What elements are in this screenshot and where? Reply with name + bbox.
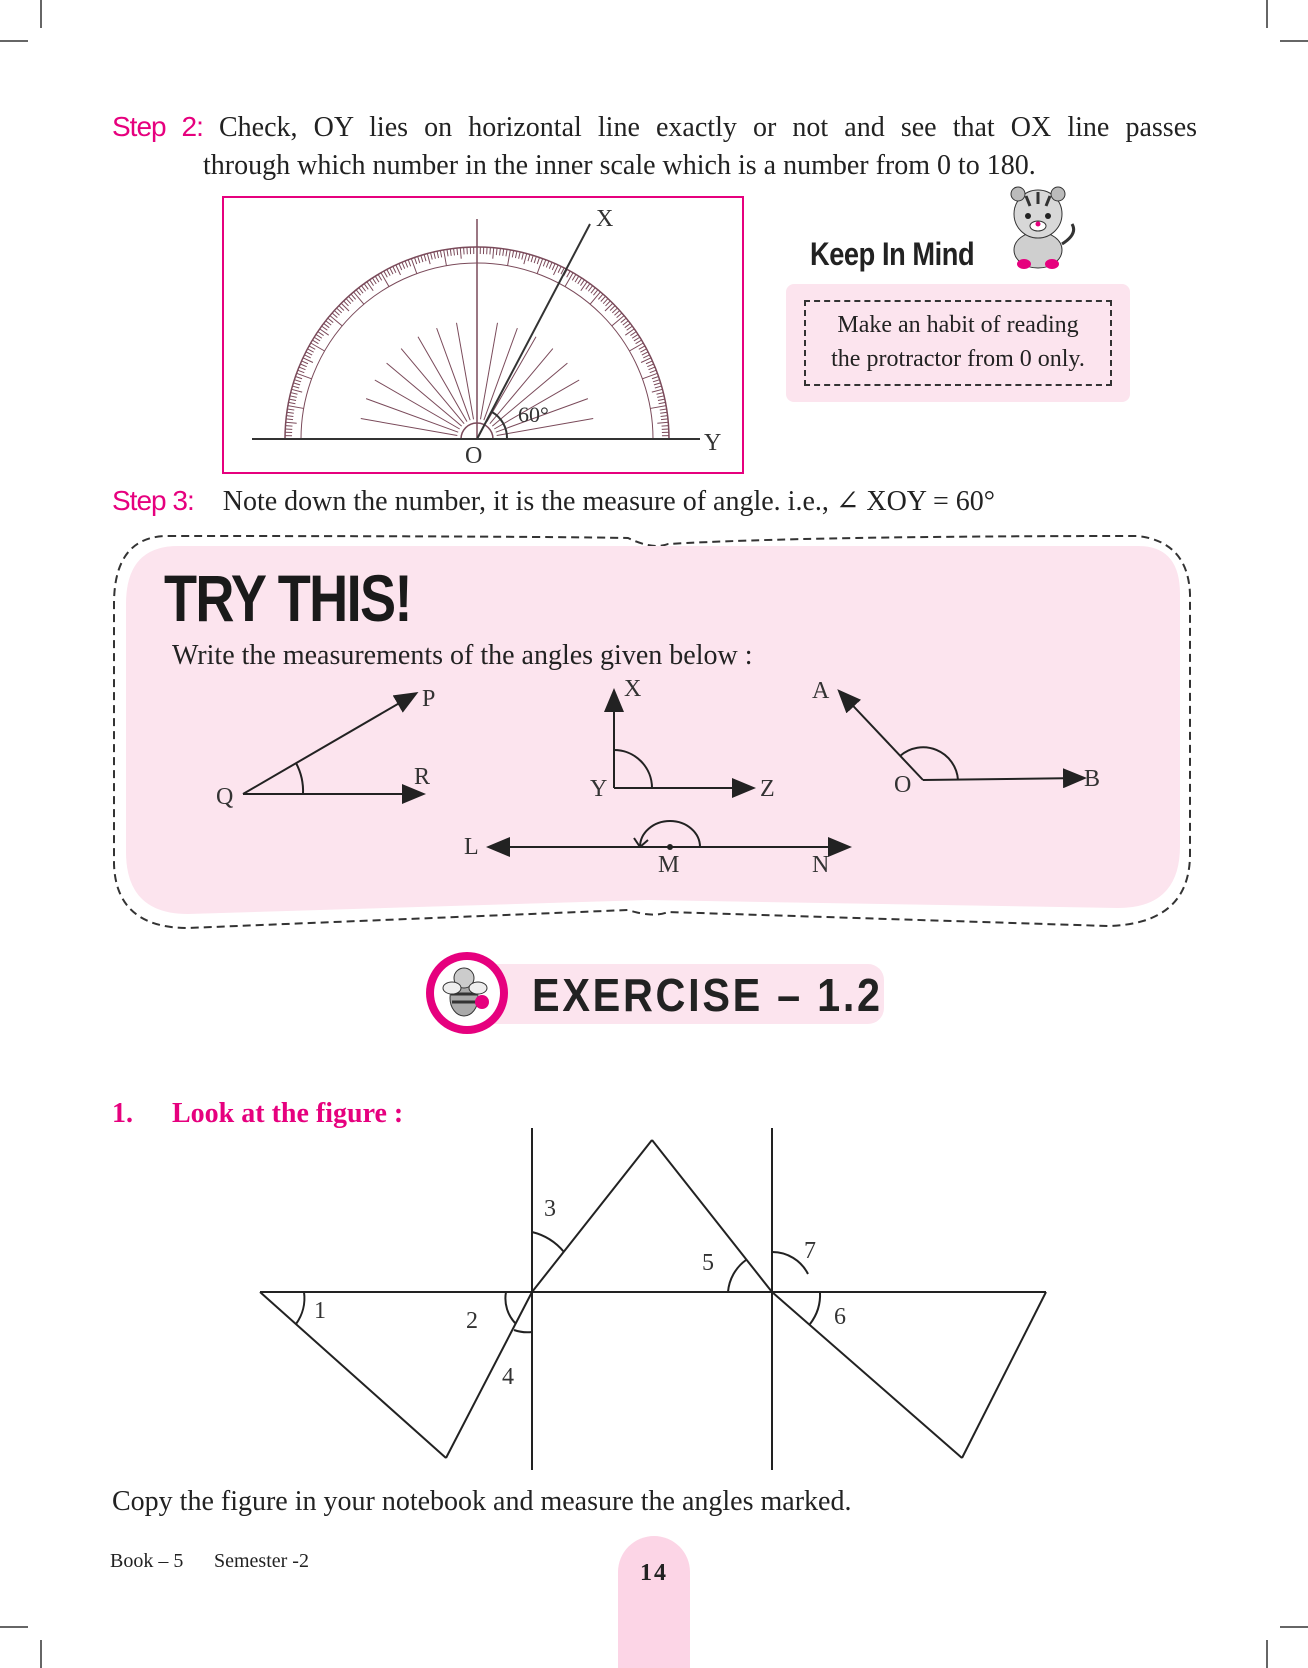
- protractor-tick: [460, 248, 461, 259]
- bee-mascot-icon: [424, 950, 510, 1036]
- protractor-tick: [610, 306, 615, 311]
- protractor-tick: [309, 346, 315, 349]
- protractor-tick: [405, 261, 408, 267]
- keep-in-mind-box: [786, 284, 1130, 402]
- crop-mark: [0, 40, 28, 42]
- protractor-tick: [603, 299, 608, 304]
- step-3-text: Note down the number, it is the measure of angle. i.e., ∠ XOY = 60°: [222, 486, 995, 517]
- protractor-tick: [390, 268, 393, 274]
- protractor-tick: [537, 257, 539, 264]
- protractor-tick: [292, 389, 303, 392]
- protractor-tick: [457, 248, 458, 255]
- protractor-tick: [630, 332, 636, 336]
- protractor-tick: [524, 254, 527, 265]
- protractor-tick: [629, 343, 643, 351]
- protractor-tick: [387, 269, 390, 275]
- page-number: 14: [640, 1560, 668, 1586]
- label-b: B: [1084, 766, 1101, 792]
- try-this-instruction: Write the measurements of the angles given below :: [172, 640, 753, 671]
- protractor-tick: [601, 296, 606, 301]
- angle-label-5: 5: [702, 1250, 714, 1276]
- protractor-tick: [528, 254, 530, 261]
- protractor-tick: [437, 251, 438, 258]
- protractor-tick: [344, 301, 349, 306]
- label-o: O: [894, 772, 912, 798]
- protractor-tick: [402, 262, 405, 268]
- label-n: N: [812, 852, 830, 878]
- protractor-tick: [312, 340, 318, 344]
- protractor-tick: [334, 311, 339, 316]
- protractor-tick: [300, 364, 306, 367]
- protractor-tick: [515, 251, 516, 258]
- protractor-tick: [503, 249, 504, 256]
- protractor-figure: [222, 196, 744, 474]
- question-1-title: Look at the figure :: [172, 1098, 404, 1129]
- protractor-tick: [652, 376, 659, 378]
- protractor-tick: [575, 276, 579, 282]
- protractor-tick: [326, 321, 332, 325]
- protractor-tick: [287, 412, 294, 413]
- protractor-tick: [293, 383, 300, 385]
- protractor-tick: [370, 280, 374, 286]
- protractor-tick: [314, 337, 320, 341]
- protractor-tick: [625, 323, 631, 327]
- protractor-tick: [393, 266, 396, 272]
- footer-book: Book – 5: [110, 1550, 184, 1572]
- protractor-tick: [657, 396, 664, 398]
- protractor-tick: [636, 340, 642, 344]
- protractor-tick: [364, 284, 368, 290]
- protractor-tick: [424, 254, 426, 261]
- angle-label-6: 6: [834, 1304, 846, 1330]
- protractor-tick: [341, 303, 349, 311]
- crop-mark: [40, 1640, 42, 1668]
- angle-60-label: 60°: [518, 402, 549, 427]
- protractor-tick: [634, 337, 640, 341]
- protractor-tick: [286, 416, 293, 417]
- protractor-tick: [639, 346, 645, 349]
- protractor-tick: [289, 402, 296, 403]
- protractor-tick: [359, 288, 363, 294]
- protractor-tick: [286, 419, 293, 420]
- protractor-tick: [408, 260, 411, 267]
- protractor-tick: [500, 248, 501, 255]
- protractor-spoke: [387, 363, 462, 426]
- protractor-tick: [646, 361, 652, 364]
- protractor-tick: [346, 299, 351, 304]
- protractor-tick: [598, 294, 603, 299]
- protractor-tick: [304, 355, 310, 358]
- protractor-tick: [578, 278, 582, 284]
- protractor-tick: [650, 370, 657, 373]
- label-q: Q: [216, 784, 234, 810]
- protractor-tick: [332, 313, 337, 318]
- protractor-tick: [612, 308, 617, 313]
- protractor-tick: [295, 376, 302, 378]
- protractor-tick: [661, 419, 668, 420]
- angle-label-2: 2: [466, 1308, 478, 1334]
- step-2-label: Step 2:: [112, 111, 203, 142]
- protractor-tick: [290, 396, 297, 398]
- protractor-tick: [606, 301, 611, 306]
- protractor-tick: [339, 306, 344, 311]
- angle-aob: [840, 692, 1083, 780]
- protractor-tick: [534, 256, 536, 263]
- point-y-label: Y: [704, 430, 722, 456]
- step-3: [112, 482, 995, 521]
- protractor-tick: [660, 409, 667, 410]
- protractor-tick: [384, 271, 387, 277]
- protractor-tick: [658, 399, 665, 400]
- protractor-tick: [444, 250, 447, 266]
- protractor-tick: [659, 402, 666, 403]
- step-2-line-1: Check, OY lies on horizontal line exactly or not and see that OX line passes: [218, 112, 1198, 143]
- protractor-tick: [378, 274, 382, 280]
- protractor-tick: [421, 255, 423, 262]
- protractor-tick: [287, 409, 294, 410]
- protractor-tick: [652, 389, 663, 392]
- protractor-tick: [337, 308, 342, 313]
- protractor-tick: [617, 313, 622, 318]
- protractor-tick: [375, 276, 379, 282]
- angle-lmn: [490, 821, 848, 850]
- protractor-tick: [399, 264, 402, 270]
- point-x-label: X: [596, 206, 614, 232]
- protractor-tick: [427, 254, 430, 265]
- try-this-title: TRY THIS!: [164, 561, 411, 635]
- step-3-label: Step 3:: [112, 485, 194, 516]
- protractor-tick: [614, 311, 619, 316]
- crop-mark: [1266, 0, 1268, 28]
- protractor-tick: [586, 284, 590, 290]
- protractor-tick: [623, 321, 629, 325]
- protractor-tick: [289, 399, 296, 400]
- protractor-tick: [632, 334, 638, 338]
- protractor-tick: [440, 251, 441, 258]
- protractor-tick: [496, 248, 497, 255]
- keep-in-mind-line-1: Make an habit of reading: [837, 312, 1079, 338]
- protractor-tick: [292, 386, 299, 388]
- crop-mark: [1280, 40, 1308, 42]
- protractor-tick: [642, 352, 648, 355]
- protractor-tick: [298, 370, 305, 373]
- angle-label-7: 7: [804, 1238, 816, 1264]
- protractor-tick: [318, 332, 324, 336]
- protractor-tick: [447, 249, 448, 256]
- question-1-figure: [250, 1124, 1060, 1474]
- protractor-tick: [654, 383, 661, 385]
- protractor-tick: [640, 349, 646, 352]
- protractor-tick: [591, 288, 595, 294]
- protractor-tick: [316, 334, 322, 338]
- protractor-tick: [605, 303, 613, 311]
- protractor-tick: [506, 249, 507, 256]
- protractor-tick: [291, 393, 298, 395]
- protractor-tick: [418, 256, 420, 263]
- protractor-tick: [294, 380, 301, 382]
- protractor-tick: [565, 273, 573, 287]
- protractor-svg: [222, 196, 744, 474]
- protractor-tick: [588, 286, 592, 292]
- protractor-tick: [512, 251, 513, 258]
- protractor-tick: [286, 422, 297, 423]
- step-2: [112, 108, 1197, 185]
- protractor-tick: [655, 386, 662, 388]
- point-o-label: O: [465, 443, 483, 469]
- protractor-tick: [307, 349, 313, 352]
- protractor-tick: [549, 262, 552, 268]
- protractor-tick: [302, 361, 308, 364]
- keep-in-mind-line-2: the protractor from 0 only.: [831, 346, 1085, 372]
- page-number-tab: [618, 1536, 690, 1668]
- protractor-tick: [653, 380, 660, 382]
- protractor-tick: [649, 367, 655, 370]
- angle-label-1: 1: [314, 1298, 326, 1324]
- exercise-title: EXERCISE – 1.2: [532, 969, 883, 1021]
- protractor-tick: [647, 364, 653, 367]
- protractor-tick: [627, 326, 633, 330]
- try-this-angles-svg: [200, 680, 1160, 880]
- label-l: L: [464, 834, 479, 860]
- protractor-tick: [546, 261, 549, 267]
- protractor-tick: [543, 260, 546, 267]
- protractor-tick: [349, 296, 354, 301]
- protractor-tick: [356, 290, 360, 295]
- protractor-tick: [493, 248, 494, 259]
- protractor-tick: [450, 249, 451, 256]
- protractor-spoke: [401, 349, 464, 424]
- label-x: X: [624, 676, 642, 702]
- protractor-tick: [661, 416, 668, 417]
- protractor-tick: [657, 422, 668, 423]
- step-2-line-2: through which number in the inner scale which is a number from 0 to 180.: [203, 150, 1036, 181]
- protractor-tick: [657, 393, 664, 395]
- angle-pqr: [243, 694, 422, 794]
- protractor-tick: [414, 257, 416, 264]
- protractor-tick: [593, 290, 597, 295]
- protractor-tick: [580, 280, 584, 286]
- tiger-mascot-icon: [996, 184, 1080, 272]
- protractor-tick: [558, 266, 561, 272]
- protractor-tick: [299, 367, 305, 370]
- protractor-tick: [552, 264, 555, 270]
- protractor-tick: [567, 271, 570, 277]
- protractor-tick: [381, 273, 389, 287]
- protractor-tick: [660, 412, 667, 413]
- protractor-tick: [324, 323, 330, 327]
- label-r: R: [414, 764, 431, 790]
- label-a: A: [812, 678, 830, 704]
- crop-mark: [40, 0, 42, 28]
- protractor-tick: [621, 318, 626, 322]
- protractor-tick: [650, 406, 666, 409]
- protractor-tick: [643, 355, 649, 358]
- protractor-tick: [328, 318, 333, 322]
- protractor-tick: [361, 286, 365, 292]
- protractor-tick: [351, 294, 356, 299]
- protractor-tick: [508, 250, 511, 266]
- protractor-tick: [311, 343, 325, 351]
- footer-semester: Semester -2: [214, 1550, 309, 1572]
- crop-mark: [1280, 1626, 1308, 1628]
- keep-in-mind-title: Keep In Mind: [810, 236, 975, 272]
- label-z: Z: [760, 776, 775, 802]
- label-y: Y: [590, 776, 608, 802]
- protractor-tick: [519, 252, 521, 259]
- protractor-tick: [288, 406, 304, 409]
- protractor-tick: [454, 248, 455, 255]
- question-1-number: 1.: [112, 1098, 133, 1129]
- crop-mark: [1266, 1640, 1268, 1668]
- question-1-instruction: Copy the figure in your notebook and measure the angles marked.: [112, 1486, 852, 1517]
- angle-label-3: 3: [544, 1196, 556, 1222]
- keep-in-mind-inner: [804, 300, 1112, 386]
- angle-label-4: 4: [502, 1364, 514, 1390]
- protractor-tick: [306, 352, 312, 355]
- protractor-tick: [322, 326, 328, 330]
- protractor-tick: [372, 278, 376, 284]
- protractor-tick: [431, 253, 433, 260]
- angle-xyz: [614, 692, 752, 788]
- protractor-tick: [531, 255, 533, 262]
- crop-mark: [0, 1626, 28, 1628]
- protractor-tick: [572, 274, 576, 280]
- protractor-tick: [434, 252, 436, 259]
- label-p: P: [422, 686, 436, 712]
- protractor-tick: [522, 253, 524, 260]
- label-m: M: [658, 852, 680, 878]
